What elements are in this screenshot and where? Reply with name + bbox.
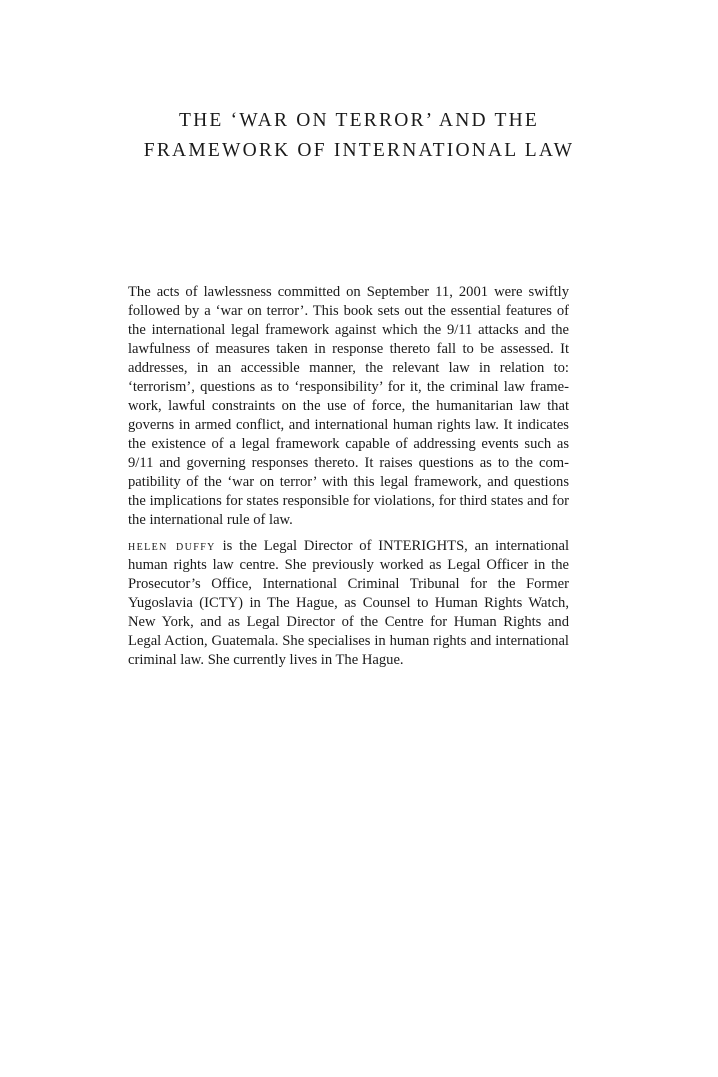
- book-description: [128, 283, 569, 530]
- book-description-text: The acts of lawlessness committed on September 11, 2001 were swiftly followed by a ‘war on terror’. This book sets out the essential features of the international legal framework against which the 9/11 attacks and the lawfulness of measures taken in response thereto fall to be assessed. It addresses, in an accessible manner, the relevant law in relation to: ‘terrorism’, questions as to ‘responsibility’ for it, the criminal law framework, lawful constraints on the use of force, the humanitarian law that governs in armed conflict, and international human rights law. It indicates the existence of a legal framework capable of addressing events such as 9/11 and governing responses thereto. It raises questions as to the compatibility of the ‘war on terror’ with this legal framework, and questions the implications for states responsible for violations, for third states and for the international rule of law.: [128, 284, 569, 528]
- book-title-line-2: FRAMEWORK OF INTERNATIONAL LAW: [143, 140, 575, 161]
- book-title: [60, 106, 658, 166]
- book-title-line-1: THE ‘WAR ON TERROR’ AND THE: [178, 110, 539, 131]
- author-biography-text: is the Legal Director of INTERIGHTS, an international human rights law centre. She previously worked as Legal Officer in the Prosecutor’s Office, International Criminal Tribunal for the Former Yugoslavia (ICTY) in The Hague, as Counsel to Human Rights Watch, New York, and as Legal Director of the Centre for Human Rights and Legal Action, Guatemala. She specialises in human rights and international criminal law. She currently lives in The Hague.: [128, 538, 569, 668]
- author-biography: [128, 537, 569, 670]
- author-name: helen duffy: [128, 538, 216, 554]
